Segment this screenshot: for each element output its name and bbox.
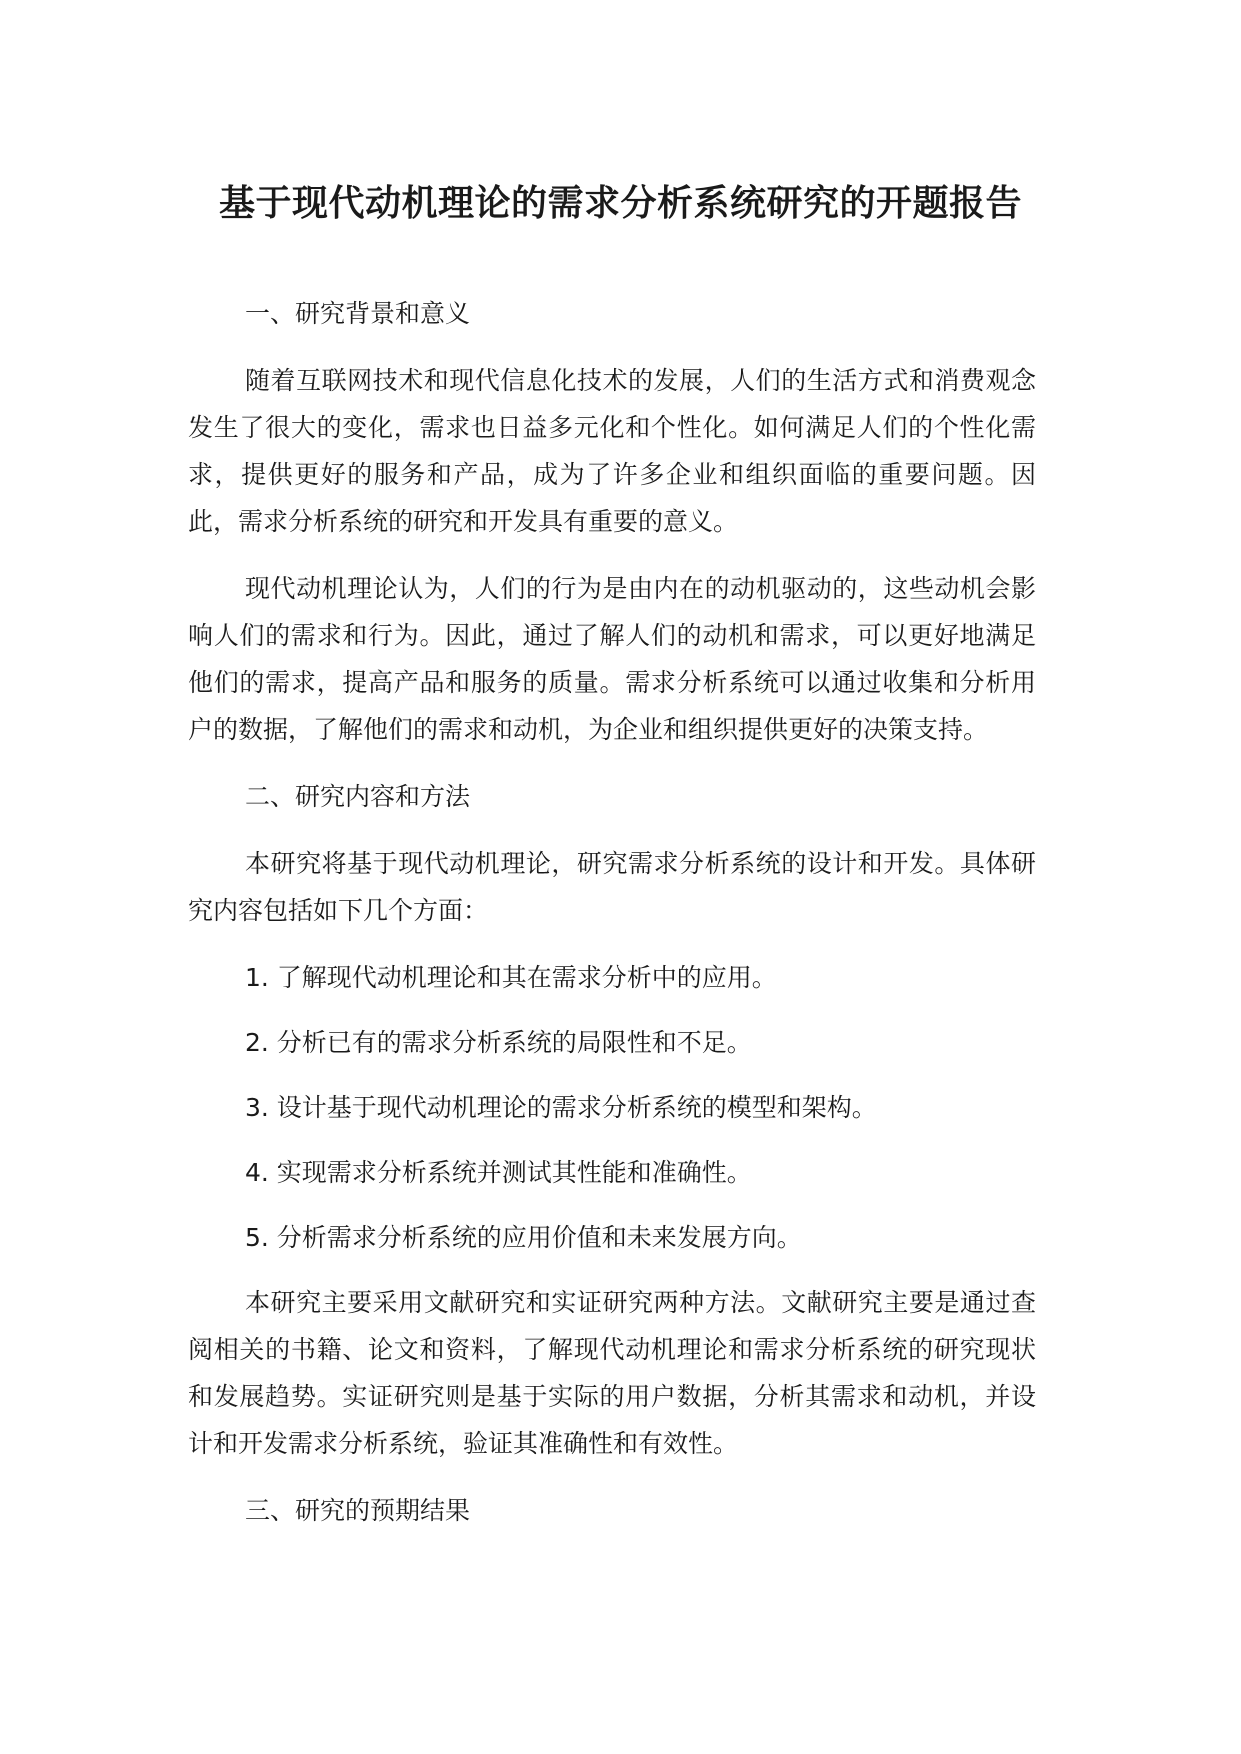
paragraph: 随着互联网技术和现代信息化技术的发展，人们的生活方式和消费观念发生了很大的变化，需求也日益多元化和个性化。如何满足人们的个性化需求，提供更好的服务和产品，成为了许多企业和组织面临的重要问题。因此，需求分析系统的研究和开发具有重要的意义。 — [188, 366, 1036, 536]
paragraph: 本研究主要采用文献研究和实证研究两种方法。文献研究主要是通过查阅相关的书籍、论文和资料，了解现代动机理论和需求分析系统的研究现状和发展趋势。实证研究则是基于实际的用户数据，分析其需求和动机，并设计和开发需求分析系统，验证其准确性和有效性。 — [188, 1288, 1036, 1458]
paragraph: 本研究将基于现代动机理论，研究需求分析系统的设计和开发。具体研究内容包括如下几个方面： — [188, 849, 1036, 925]
paragraph: 现代动机理论认为，人们的行为是由内在的动机驱动的，这些动机会影响人们的需求和行为。因此，通过了解人们的动机和需求，可以更好地满足他们的需求，提高产品和服务的质量。需求分析系统可以通过收集和分析用户的数据，了解他们的需求和动机，为企业和组织提供更好的决策支持。 — [188, 574, 1036, 744]
section-heading-1: 一、研究背景和意义 — [245, 299, 471, 328]
list-item: 1. 了解现代动机理论和其在需求分析中的应用。 — [245, 963, 777, 992]
list-item: 3. 设计基于现代动机理论的需求分析系统的模型和架构。 — [245, 1093, 877, 1122]
list-item: 5. 分析需求分析系统的应用价值和未来发展方向。 — [245, 1223, 802, 1252]
document-body — [188, 290, 1036, 1554]
document-title: 基于现代动机理论的需求分析系统研究的开题报告 — [218, 183, 1022, 224]
list-item: 2. 分析已有的需求分析系统的局限性和不足。 — [245, 1028, 752, 1057]
section-heading-3: 三、研究的预期结果 — [245, 1496, 471, 1525]
list-item: 4. 实现需求分析系统并测试其性能和准确性。 — [245, 1158, 752, 1187]
section-heading-2: 二、研究内容和方法 — [245, 782, 471, 811]
